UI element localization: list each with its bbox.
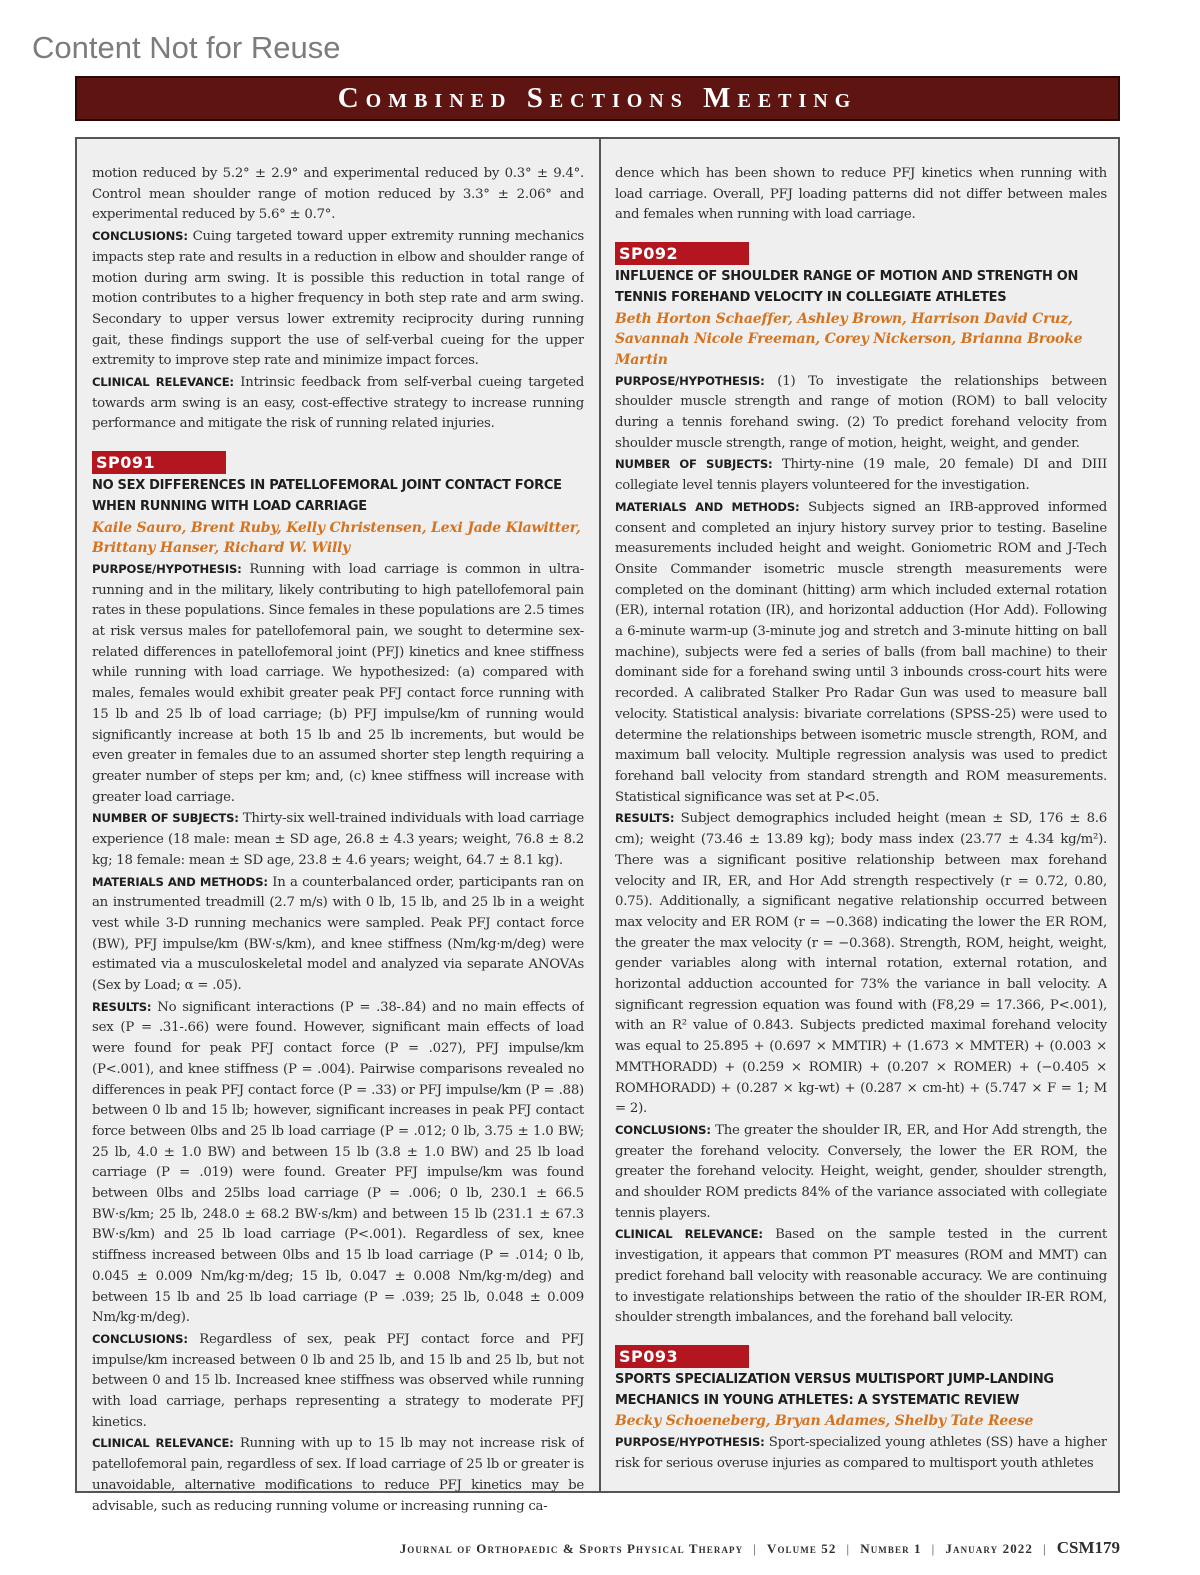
abstract-title: SPORTS SPECIALIZATION VERSUS MULTISPORT JUMP-LANDING MECHANICS IN YOUNG ATHLETES: A SYSTEMATIC REVIEW — [615, 1371, 1054, 1408]
paragraph — [92, 372, 584, 435]
page-footer — [400, 1538, 1120, 1558]
section-label: PURPOSE/HYPOTHESIS: — [615, 373, 765, 388]
issue-number: Number 1 — [860, 1541, 922, 1556]
paragraph-text: Sport-specialized young athletes (SS) have a higher risk for serious overuse injuries as compared to multisport youth athletes — [615, 1435, 1107, 1471]
abstract-authors: Becky Schoeneberg, Bryan Adames, Shelby Tate Reese — [615, 1413, 1034, 1430]
paragraph-text: Based on the sample tested in the current investigation, it appears that common PT measures (ROM and MMT) can predict forehand ball velocity with reasonable accuracy. We are continuing to investigate relationships between the ratio of the shoulder IR-ER ROM, shoulder strength imbalances, and the forehand ball velocity. — [615, 1227, 1107, 1326]
section-label: NUMBER OF SUBJECTS: — [92, 811, 239, 826]
paragraph — [615, 1120, 1107, 1225]
issue-date: January 2022 — [945, 1541, 1034, 1556]
footer-separator: | — [1043, 1541, 1047, 1556]
section-label: CLINICAL RELEVANCE: — [92, 375, 234, 390]
paragraph — [92, 226, 584, 372]
section-label: MATERIALS AND METHODS: — [92, 874, 268, 889]
content-panel — [75, 137, 1120, 1514]
paragraph-text: No significant interactions (P = .38-.84) and no main effects of sex (P = .31-.66) were found. However, significant main effects of load were found for peak PFJ contact force (P = .027), PFJ impulse/km (P<.001), and knee stiffness (P = .004). Pairwise comparisons revealed no differences in peak PFJ contact force (P = .33) or PFJ impulse/km (P = .88) between 0 lb and 15 lb; however, significant increases in peak PFJ contact force between 0lbs and 25 lb load carriage (P = .012; 0 lb, 3.75 ± 1.0 BW; 25 lb, 4.0 ± 1.0 BW) and between 15 lb (3.8 ± 1.0 BW) and 25 lb load carriage (P = .019) were found. Greater PFJ impulse/km was found between 0lbs and 25lbs load carriage (P = .006; 0 lb, 230.1 ± 66.5 BW·s/km; 25 lb, 248.0 ± 68.2 BW·s/km) and between 15 lb (231.1 ± 67.3 BW·s/km) and 25 lb load carriage (P<.001). Regardless of sex, knee stiffness increased between 0lbs and 15 lb load carriage (P = .014; 0 lb, 0.045 ± 0.009 Nm/kg·m/deg; 15 lb, 0.047 ± 0.008 Nm/kg·m/deg) and between 15 lb and 25 lb load carriage (P = .039; 25 lb, 0.048 ± 0.009 Nm/kg·m/deg). — [92, 999, 584, 1326]
abstract-code-badge: SP092 — [615, 242, 749, 265]
section-label: CLINICAL RELEVANCE: — [615, 1227, 763, 1242]
section-label: RESULTS: — [92, 999, 152, 1014]
paragraph-text: Running with load carriage is common in ultra-running and in the military, likely contributing to high patellofemoral pain rates in these populations. Since females in these populations are 2.5 times at risk versus males for patellofemoral pain, we sought to determine sex-related differences in patellofemoral joint (PFJ) kinetics and knee stiffness while running with load carriage. We hypothesized: (a) compared with males, females would exhibit greater peak PFJ contact force running with 15 lb and 25 lb of load carriage; (b) PFJ impulse/km of running would significantly increase at both 15 lb and 25 lb increments, but would be even greater in females due to an assumed shorter step length requiring a greater number of steps per km; and, (c) knee stiffness will increase with greater load carriage. — [92, 561, 584, 805]
section-label: MATERIALS AND METHODS: — [615, 499, 800, 514]
paragraph-text: (1) To investigate the relationships between shoulder muscle strength and range of motion (ROM) to ball velocity during a tennis forehand swing. (2) To predict forehand velocity from shoulder muscle strength, range of motion, height, weight, and gender. — [615, 373, 1107, 451]
abstract-code-badge: SP091 — [92, 451, 226, 474]
paragraph — [615, 1432, 1107, 1474]
right-column — [615, 164, 1107, 1474]
abstract-authors: Beth Horton Schaeffer, Ashley Brown, Harrison David Cruz, Savannah Nicole Freeman, Corey Nickerson, Brianna Brooke Martin — [615, 310, 1083, 368]
banner-title: Combined Sections Meeting — [337, 82, 858, 114]
paragraph-text: Intrinsic feedback from self-verbal cueing targeted towards arm swing is an easy, cost-effective strategy to increase running performance and mitigate the risk of running related injuries. — [92, 375, 584, 432]
footer-separator: | — [931, 1541, 936, 1556]
footer-separator: | — [846, 1541, 851, 1556]
paragraph — [92, 559, 584, 808]
section-label: RESULTS: — [615, 811, 675, 826]
section-label: PURPOSE/HYPOTHESIS: — [615, 1435, 765, 1450]
paragraph — [92, 1329, 584, 1434]
paragraph — [92, 1433, 584, 1517]
section-label: CONCLUSIONS: — [92, 1331, 188, 1346]
abstract-code-badge: SP093 — [615, 1345, 749, 1368]
section-label: CONCLUSIONS: — [92, 229, 188, 244]
paragraph-text: Thirty-six well-trained individuals with load carriage experience (18 male: mean ± SD age, 26.8 ± 4.3 years; weight, 76.8 ± 8.2 kg; 18 female: mean ± SD age, 23.8 ± 4.6 years; weight, 64.7 ± 8.1 kg). — [92, 811, 584, 868]
paragraph — [615, 454, 1107, 496]
paragraph-text: Thirty-nine (19 male, 20 female) DI and DIII collegiate level tennis players volunteered for the investigation. — [615, 457, 1107, 494]
paragraph-text: Subject demographics included height (mean ± SD, 176 ± 8.6 cm); weight (73.46 ± 13.89 kg); body mass index (23.77 ± 4.34 kg/m²). There was a significant positive relationship between max forehand velocity and IR, ER, and Hor Add strength respectively (r = 0.72, 0.80, 0.75). Additionally, a significant negative relationship occurred between max velocity and ER ROM (r = −0.368) indicating the lower the ER ROM, the greater the max velocity (r = −0.368). Strength, ROM, height, weight, gender variables along with internal rotation, external rotation, and horizontal adduction accounted for 73% the variance in ball velocity. A significant regression equation was found with (F8,29 = 17.366, P<.001), with an R² value of 0.843. Subjects predicted maximal forehand velocity was equal to 25.895 + (0.697 × MMTIR) + (1.673 × MMTER) + (0.003 × MMTHORADD) + (0.259 × ROMIR) + (0.207 × ROMER) + (−0.405 × ROMHORADD) + (0.287 × kg-wt) + (0.287 × cm-ht) + (5.747 × F = 1; M = 2). — [615, 811, 1107, 1117]
paragraph — [615, 808, 1107, 1120]
section-banner — [75, 76, 1120, 121]
paragraph — [615, 497, 1107, 809]
paragraph — [615, 371, 1107, 455]
paragraph-text: Subjects signed an IRB-approved informed consent and completed an injury history survey prior to testing. Baseline measurements included height and weight. Goniometric ROM and J-Tech Onsite Commander isometric muscle strength measurements were completed on the dominant (hitting) arm which included external rotation (ER), internal rotation (IR), and horizontal adduction (Hor Add). Following a 6-minute warm-up (3-minute jog and stretch and 3-minute hitting on ball machine), subjects were fed a series of balls (from ball machine) to their dominant side for a forehand swing until 3 inbounds cross-court hits were recorded. A calibrated Stalker Pro Radar Gun was used to measure ball velocity. Statistical analysis: bivariate correlations (SPSS-25) were used to determine the relationships between isometric muscle strength, ROM, and maximum ball velocity. Multiple regression analysis was used to predict forehand ball velocity from standard strength and ROM measurements. Statistical significance was set at P<.05. — [615, 499, 1107, 805]
volume: Volume 52 — [766, 1541, 837, 1556]
paragraph-text: In a counterbalanced order, participants ran on an instrumented treadmill (2.7 m/s) with 0 lb, 15 lb, and 25 lb in a weight vest while 3-D running mechanics were sampled. Peak PFJ contact force (BW), PFJ impulse/km (BW·s/km), and knee stiffness (Nm/kg·m/deg) were estimated via a musculoskeletal model and analyzed via separate ANOVAs (Sex by Load; α = .05). — [92, 874, 584, 994]
paragraph — [615, 1224, 1107, 1329]
paragraph — [92, 808, 584, 871]
journal-name: Journal of Orthopaedic & Sports Physical Therapy — [399, 1541, 744, 1556]
paragraph-text: The greater the shoulder IR, ER, and Hor Add strength, the greater the forehand velocity. Conversely, the lower the ER ROM, the greater the forehand velocity. Height, weight, gender, shoulder strength, and shoulder ROM predicts 84% of the variance associated with collegiate tennis players. — [615, 1122, 1107, 1221]
paragraph — [92, 997, 584, 1329]
abstract-authors: Kaile Sauro, Brent Ruby, Kelly Christensen, Lexi Jade Klawitter, Brittany Hanser, Richard W. Willy — [92, 519, 581, 557]
paragraph-text: Regardless of sex, peak PFJ contact force and PFJ impulse/km increased between 0 lb and 25 lb, and 15 lb and 25 lb, but not between 0 and 15 lb. Increased knee stiffness was observed while running with load carriage, perhaps representing a strategy to moderate PFJ kinetics. — [92, 1331, 584, 1430]
paragraph-text: Running with up to 15 lb may not increase risk of patellofemoral pain, regardless of sex. If load carriage of 25 lb or greater is unavoidable, alternative modifications to reduce PFJ kinetics may be advisable, such as reducing running volume or increasing running ca- — [92, 1436, 584, 1514]
left-column — [92, 164, 584, 1517]
footer-separator: | — [753, 1541, 757, 1556]
section-label: CLINICAL RELEVANCE: — [92, 1436, 234, 1451]
paragraph: motion reduced by 5.2° ± 2.9° and experimental reduced by 0.3° ± 9.4°. Control mean shoulder range of motion reduced by 3.3° ± 2.06° and experimental reduced by 5.6° ± 0.7°. — [92, 166, 584, 223]
section-label: CONCLUSIONS: — [615, 1122, 711, 1137]
abstract-title: INFLUENCE OF SHOULDER RANGE OF MOTION AND STRENGTH ON TENNIS FOREHAND VELOCITY IN COLLEGIATE ATHLETES — [615, 269, 1079, 305]
page-number: CSM179 — [1056, 1538, 1120, 1557]
watermark: Content Not for Reuse — [32, 30, 341, 65]
column-divider — [599, 139, 601, 1491]
paragraph — [92, 872, 584, 997]
section-label: NUMBER OF SUBJECTS: — [615, 457, 773, 472]
abstract-title: NO SEX DIFFERENCES IN PATELLOFEMORAL JOINT CONTACT FORCE WHEN RUNNING WITH LOAD CARRIAGE — [92, 478, 562, 514]
paragraph-text: Cuing targeted toward upper extremity running mechanics impacts step rate and results in a reduction in elbow and shoulder range of motion during arm swing. It is possible this reduction in total range of motion contributes to a higher frequency in both step rate and arm swing. Secondary to upper versus lower extremity reciprocity during running gait, these findings support the use of self-verbal cueing for the upper extremity to improve step rate and minimize impact forces. — [92, 229, 584, 369]
section-label: PURPOSE/HYPOTHESIS: — [92, 561, 242, 576]
paragraph: dence which has been shown to reduce PFJ kinetics when running with load carriage. Overall, PFJ loading patterns did not differ between males and females when running with load carriage. — [615, 166, 1107, 223]
